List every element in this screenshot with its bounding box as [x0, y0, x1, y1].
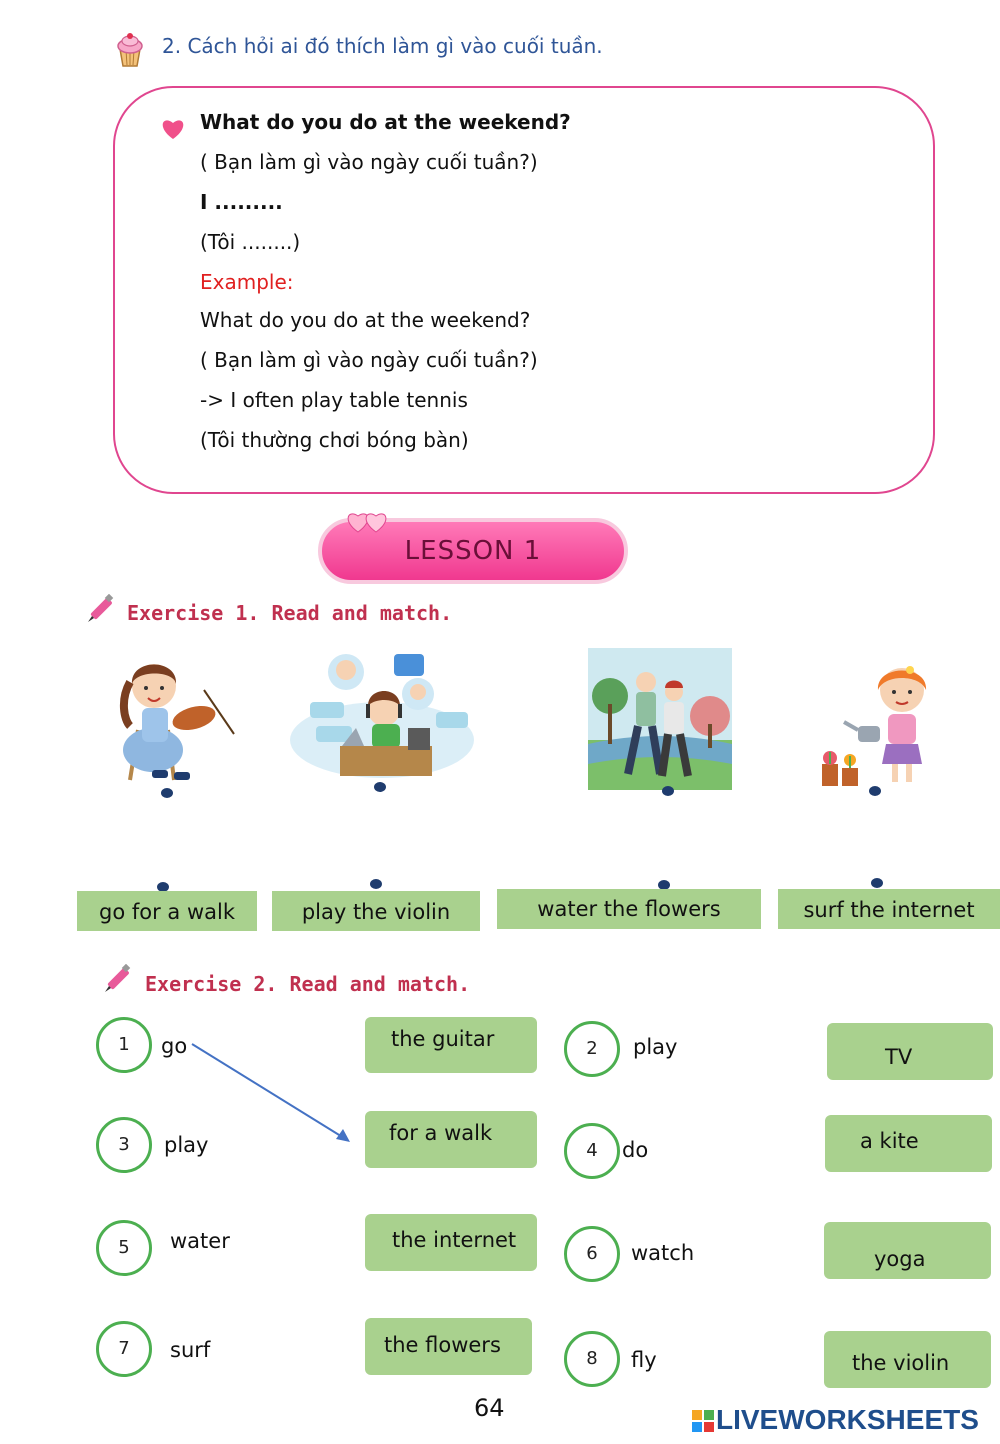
number-circle: 4	[564, 1123, 620, 1179]
option-box[interactable]: the violin	[824, 1331, 991, 1388]
match-word: watch	[631, 1241, 695, 1265]
number-circle: 5	[96, 1220, 152, 1276]
number-circle: 6	[564, 1226, 620, 1282]
phrase-box[interactable]: go for a walk	[77, 891, 257, 931]
grammar-answer: I .........	[200, 190, 283, 214]
grammar-answer-vi: (Tôi ........)	[200, 230, 301, 254]
example-label: Example:	[200, 270, 294, 294]
option-box[interactable]: yoga	[824, 1222, 991, 1279]
number-circle: 1	[96, 1017, 152, 1073]
number-circle: 8	[564, 1331, 620, 1387]
phrase-box[interactable]: surf the internet	[778, 889, 1000, 929]
match-word: play	[164, 1133, 209, 1157]
pencil-icon	[101, 964, 133, 1000]
example-question-vi: ( Bạn làm gì vào ngày cuối tuần?)	[200, 348, 538, 372]
grammar-question: What do you do at the weekend?	[200, 110, 571, 134]
match-dot[interactable]	[871, 878, 883, 888]
people-walking-picture	[588, 648, 732, 790]
exercise1-title: Exercise 1. Read and match.	[127, 601, 453, 625]
brand-logo: LIVEWORKSHEETS	[716, 1404, 979, 1435]
number-circle: 3	[96, 1117, 152, 1173]
exercise2-title: Exercise 2. Read and match.	[145, 972, 471, 996]
option-box[interactable]: TV	[827, 1023, 993, 1080]
match-dot[interactable]	[161, 788, 173, 798]
option-box[interactable]: for a walk	[365, 1111, 537, 1168]
phrase-box[interactable]: water the flowers	[497, 889, 761, 929]
match-word: water	[170, 1229, 230, 1253]
example-arrow	[186, 1040, 356, 1150]
grammar-question-vi: ( Bạn làm gì vào ngày cuối tuần?)	[200, 150, 538, 174]
option-box[interactable]: the internet	[365, 1214, 537, 1271]
girl-violin-picture	[108, 650, 238, 786]
page-number: 64	[474, 1394, 505, 1422]
heart-icon	[160, 118, 186, 144]
match-dot[interactable]	[370, 879, 382, 889]
example-answer: -> I often play table tennis	[200, 388, 468, 412]
option-box[interactable]: a kite	[825, 1115, 992, 1172]
option-box[interactable]: the guitar	[365, 1017, 537, 1073]
match-dot[interactable]	[869, 786, 881, 796]
number-circle: 2	[564, 1021, 620, 1077]
hearts-decoration-icon	[344, 508, 392, 538]
example-answer-vi: (Tôi thường chơi bóng bàn)	[200, 428, 469, 452]
girl-watering-picture	[816, 660, 932, 790]
match-word: surf	[170, 1338, 211, 1362]
lesson-title: LESSON 1	[404, 536, 542, 566]
match-word: fly	[631, 1348, 657, 1372]
match-dot[interactable]	[374, 782, 386, 792]
match-word: play	[633, 1035, 678, 1059]
boy-computer-picture	[290, 650, 474, 778]
match-dot[interactable]	[662, 786, 674, 796]
phrase-box[interactable]: play the violin	[272, 891, 480, 931]
number-circle: 7	[96, 1321, 152, 1377]
match-word: do	[622, 1138, 649, 1162]
section-heading: 2. Cách hỏi ai đó thích làm gì vào cuối tuần.	[162, 34, 603, 58]
option-box[interactable]: the flowers	[365, 1318, 532, 1375]
match-word: go	[161, 1034, 188, 1058]
liveworksheets-logo-icon	[692, 1410, 714, 1436]
pencil-icon	[84, 594, 116, 630]
example-question: What do you do at the weekend?	[200, 308, 531, 332]
cupcake-icon	[114, 32, 146, 68]
